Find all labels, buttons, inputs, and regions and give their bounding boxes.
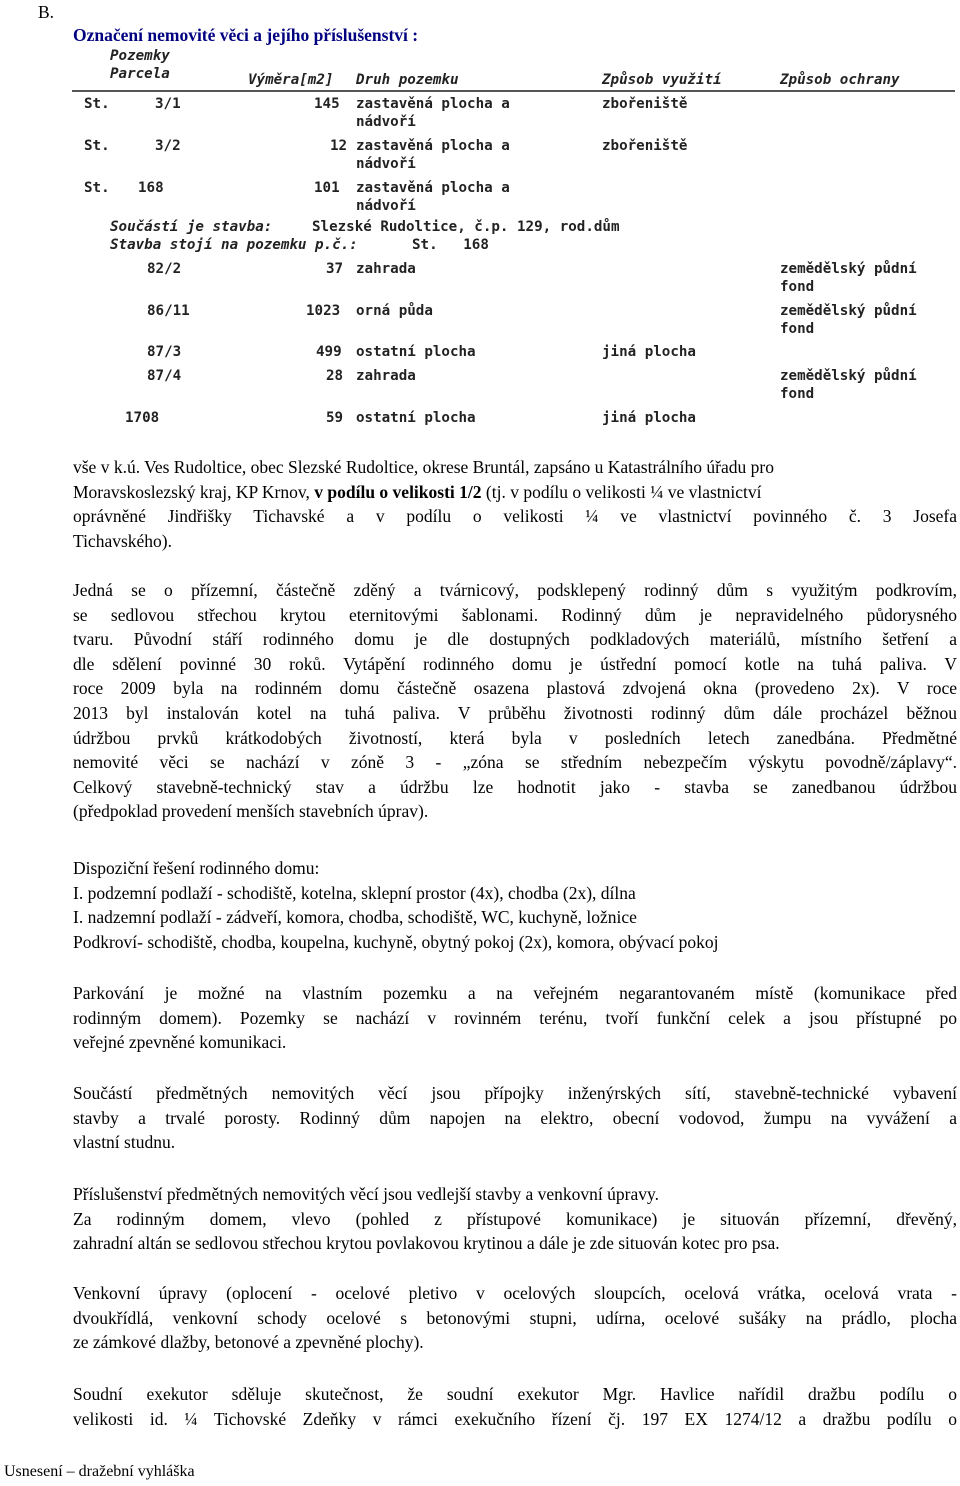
- row-type: ostatní plocha: [356, 344, 476, 360]
- row-parcel: 3/1: [155, 96, 181, 112]
- description-line: 2013 byl instalován kotel na tuhá paliva. V průběhu životnosti rodinný dům dále procházel běžnou: [73, 702, 957, 723]
- outdoor-line: Venkovní úpravy (oplocení - ocelové pletivo v ocelových sloupcích, ocelová vrátka, ocelová vrata -: [73, 1283, 957, 1303]
- row-parcel: 168: [138, 180, 164, 196]
- components-line: Součástí předmětných nemovitých věcí jsou přípojky inženýrských sítí, stavebně-technické vybavení: [73, 1083, 957, 1103]
- row-parcel: 1708: [125, 410, 160, 426]
- row-area: 28: [326, 368, 344, 384]
- row-type: zastavěná plocha a: [356, 138, 510, 154]
- row-prefix: St.: [84, 138, 110, 154]
- description-line: Jedná se o přízemní, částečně zděný a tvárnicový, podsklepený rodinný dům s využitým podkrovím,: [73, 580, 957, 600]
- row-prefix: St.: [84, 180, 110, 196]
- row-use: jiná plocha: [602, 410, 696, 426]
- row-protection-cont: fond: [780, 321, 815, 337]
- row-area: 59: [326, 410, 344, 426]
- row-area: 101: [314, 180, 340, 196]
- row-type: zastavěná plocha a: [356, 96, 510, 112]
- row-area: 145: [314, 96, 340, 112]
- outdoor-line: ze zámkové dlažby, betonové a zpevněné plochy).: [73, 1332, 424, 1353]
- accessories-line: Za rodinným domem, vlevo (pohled z přístupové komunikace) je situován přízemní, dřevěný,: [73, 1208, 957, 1229]
- row-use: zbořeniště: [602, 138, 688, 154]
- row-protection: zemědělský půdní: [780, 368, 917, 384]
- page-footer: Usnesení – dražební vyhláška: [4, 1463, 195, 1480]
- row-use: jiná plocha: [602, 344, 696, 360]
- heading-pozemky: Pozemky: [110, 48, 170, 64]
- accessories-paragraph: [73, 1182, 957, 1256]
- executor-line: Soudní exekutor sděluje skutečnost, že soudní exekutor Mgr. Havlice nařídil dražbu podílu o: [73, 1384, 957, 1404]
- row-type: zastavěná plocha a: [356, 180, 510, 196]
- description-line: Celkový stavebně-technický stav a údržbu lze hodnotit jako - stavba se zanedbanou údržbou: [73, 776, 957, 797]
- col-header-vyuziti: Způsob využití: [602, 72, 722, 88]
- row-area: 37: [326, 261, 344, 277]
- row-type-cont: nádvoří: [356, 114, 416, 130]
- col-header-druh: Druh pozemku: [356, 72, 459, 88]
- col-header-ochrana: Způsob ochrany: [780, 72, 900, 88]
- ownership-line: [73, 480, 957, 505]
- row-type-cont: nádvoří: [356, 198, 416, 214]
- row-parcel: 87/3: [147, 344, 182, 360]
- soucasti-value: Slezské Rudoltice, č.p. 129, rod.dům: [312, 219, 620, 235]
- row-area: 499: [316, 344, 342, 360]
- layout-plan-line: Podkroví- schodiště, chodba, koupelna, kuchyně, obytný pokoj (2x), komora, obývací pokoj: [73, 931, 719, 952]
- accessories-line: zahradní altán se sedlovou střechou krytou povlakovou krytinou a dále je zde situován kotec pro psa.: [73, 1233, 780, 1254]
- parking-paragraph: [73, 981, 957, 1055]
- row-type: ostatní plocha: [356, 410, 476, 426]
- ownership-text: (tj. v podílu o velikosti ¼ ve vlastnictví: [481, 481, 762, 502]
- row-use: zbořeniště: [602, 96, 688, 112]
- row-protection-cont: fond: [780, 279, 815, 295]
- ownership-paragraph: [73, 455, 957, 553]
- description-line: údržbou prvků krátkodobých životností, která byla v posledních letech zanedbána. Předmětné: [73, 727, 957, 748]
- stoji-value: St. 168: [412, 237, 489, 253]
- components-line: stavby a trvalé porosty. Rodinný dům napojen na elektro, obecní vodovod, žumpu na vyvážení a: [73, 1107, 957, 1128]
- parking-line: rodinným domem). Pozemky se nachází v rovinném terénu, tvoří funkční celek a jsou přístupné po: [73, 1007, 957, 1028]
- layout-plan-line: I. nadzemní podlaží - zádveří, komora, chodba, schodiště, WC, kuchyně, ložnice: [73, 907, 637, 928]
- row-type: zahrada: [356, 261, 416, 277]
- row-protection-cont: fond: [780, 386, 815, 402]
- description-line: nemovité věci se nachází v zóně 3 - „zóna se středním nebezpečím výskytu povodně/záplavy“.: [73, 752, 957, 773]
- parking-line: veřejné zpevněné komunikaci.: [73, 1032, 287, 1053]
- col-header-vymera: Výměra[m2]: [248, 72, 334, 88]
- ownership-text: Moravskoslezský kraj, KP Krnov,: [73, 481, 315, 502]
- parking-line: Parkování je možné na vlastním pozemku a na veřejném negarantovaném místě (komunikace před: [73, 983, 957, 1003]
- row-area: 1023: [306, 303, 341, 319]
- row-protection: zemědělský půdní: [780, 261, 917, 277]
- layout-plan-line: I. podzemní podlaží - schodiště, kotelna, sklepní prostor (4x), chodba (2x), dílna: [73, 882, 636, 903]
- row-prefix: St.: [84, 96, 110, 112]
- row-parcel: 82/2: [147, 261, 182, 277]
- row-parcel: 86/11: [147, 303, 190, 319]
- section-letter: B.: [38, 2, 55, 22]
- row-type: orná půda: [356, 303, 433, 319]
- layout-plan: [73, 856, 718, 954]
- description-line: (předpoklad provedení menších stavebních úprav).: [73, 801, 429, 822]
- description-line: tvaru. Původní stáří rodinného domu je dle dostupných podkladových materiálů, místního šetření a: [73, 629, 957, 650]
- accessories-line: Příslušenství předmětných nemovitých věcí jsou vedlejší stavby a venkovní úpravy.: [73, 1184, 659, 1204]
- ownership-line: vše v k.ú. Ves Rudoltice, obec Slezské Rudoltice, okrese Bruntál, zapsáno u Katastrálního úřadu pro: [73, 457, 774, 477]
- ownership-line: oprávněné Jindřišky Tichavské a v podílu o velikosti ¼ ve vlastnictví povinného č. 3 Josefa: [73, 506, 957, 527]
- header-rule: [72, 90, 955, 92]
- description-line: roce 2009 byla na rodinném domu částečně osazena plastová zdvojená okna (provedeno 2x). V roce: [73, 678, 957, 699]
- description-line: dle sdělení povinné 30 roků. Vytápění rodinného domu je ústřední pomocí kotle na tuhá paliva. V: [73, 653, 957, 674]
- layout-plan-heading: Dispoziční řešení rodinného domu:: [73, 858, 320, 878]
- section-title: Označení nemovité věci a jejího příslušenství :: [73, 25, 419, 45]
- ownership-line: Tichavského).: [73, 530, 173, 551]
- col-header-parcela: Parcela: [110, 66, 170, 82]
- description-line: se sedlovou střechou krytou eternitovými šablonami. Rodinný dům je nepravidelného půdorysného: [73, 604, 957, 625]
- description-paragraph: [73, 578, 957, 824]
- executor-line: velikosti id. ¼ Tichovské Zdeňky v rámci exekučního řízení čj. 197 EX 1274/12 a dražbu podílu o: [73, 1408, 957, 1429]
- components-line: vlastní studnu.: [73, 1132, 176, 1153]
- soucasti-label: Součástí je stavba:: [110, 219, 273, 235]
- outdoor-paragraph: [73, 1281, 957, 1355]
- row-parcel: 3/2: [155, 138, 181, 154]
- row-type-cont: nádvoří: [356, 156, 416, 172]
- executor-paragraph: [73, 1382, 957, 1431]
- row-area: 12: [330, 138, 348, 154]
- stoji-label: Stavba stojí na pozemku p.č.:: [110, 237, 358, 253]
- share-size: v podílu o velikosti 1/2: [314, 481, 482, 502]
- components-paragraph: [73, 1081, 957, 1155]
- row-type: zahrada: [356, 368, 416, 384]
- row-parcel: 87/4: [147, 368, 182, 384]
- outdoor-line: dvoukřídlá, venkovní schody ocelové s betonovými stupni, udírna, ocelové sušáky na prádlo, plocha: [73, 1307, 957, 1328]
- row-protection: zemědělský půdní: [780, 303, 917, 319]
